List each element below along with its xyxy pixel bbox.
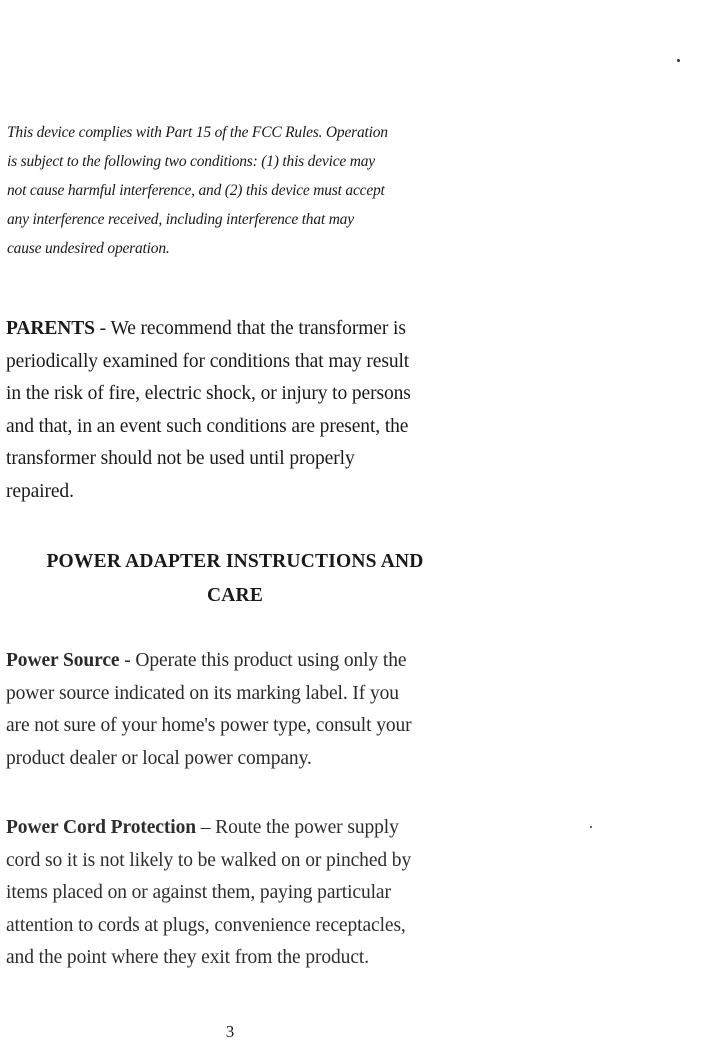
parents-line-1 bbox=[6, 313, 476, 346]
power-source-lead: Power Source bbox=[6, 650, 120, 671]
power-cord-line-1-rest: – Route the power supply bbox=[195, 817, 399, 838]
fcc-compliance-notice bbox=[7, 118, 477, 263]
parents-lead: PARENTS bbox=[6, 318, 95, 339]
section-heading-line-2: CARE bbox=[206, 585, 264, 606]
power-cord-line-3: items placed on or against them, paying particular bbox=[6, 882, 391, 903]
power-source-line-2: power source indicated on its marking label. If you bbox=[6, 682, 399, 704]
section-heading-line-1: POWER ADAPTER INSTRUCTIONS AND bbox=[46, 551, 424, 572]
parents-line-2: periodically examined for conditions that may result bbox=[6, 350, 410, 372]
parents-line-3: in the risk of fire, electric shock, or injury to persons bbox=[6, 383, 411, 404]
power-cord-lead: Power Cord Protection bbox=[6, 817, 196, 838]
fcc-line-3: not cause harmful interference, and (2) this device must accept bbox=[7, 182, 385, 199]
power-cord-line-2: cord so it is not likely to be walked on or pinched by bbox=[6, 849, 412, 871]
parents-line-5: transformer should not be used until properly bbox=[6, 448, 355, 469]
power-cord-line-5: and the point where they exit from the product. bbox=[6, 947, 369, 968]
power-cord-line-4: attention to cords at plugs, convenience receptacles, bbox=[6, 914, 406, 936]
scan-speck bbox=[590, 826, 592, 828]
power-cord-line-1 bbox=[6, 812, 476, 845]
parents-line-6: repaired. bbox=[6, 480, 74, 502]
power-source-line-1-rest: - Operate this product using only the bbox=[119, 650, 407, 671]
fcc-line-5: cause undesired operation. bbox=[7, 240, 170, 257]
power-source-paragraph bbox=[6, 645, 476, 775]
parents-line-4: and that, in an event such conditions are present, the bbox=[6, 415, 409, 437]
section-heading bbox=[0, 545, 470, 613]
fcc-line-4: any interference received, including interference that may bbox=[7, 211, 354, 228]
fcc-line-2: is subject to the following two conditions: (1) this device may bbox=[7, 153, 375, 170]
power-source-line-3: are not sure of your home's power type, consult your bbox=[6, 715, 412, 736]
parents-line-1-rest: - We recommend that the transformer is bbox=[94, 318, 406, 339]
power-cord-paragraph bbox=[6, 812, 476, 975]
fcc-line-1: This device complies with Part 15 of the FCC Rules. Operation bbox=[7, 124, 388, 141]
power-source-line-1 bbox=[6, 645, 476, 678]
parents-paragraph bbox=[6, 313, 476, 508]
scan-speck bbox=[677, 59, 680, 62]
page-number: 3 bbox=[225, 1022, 235, 1041]
power-source-line-4: product dealer or local power company. bbox=[6, 747, 312, 769]
